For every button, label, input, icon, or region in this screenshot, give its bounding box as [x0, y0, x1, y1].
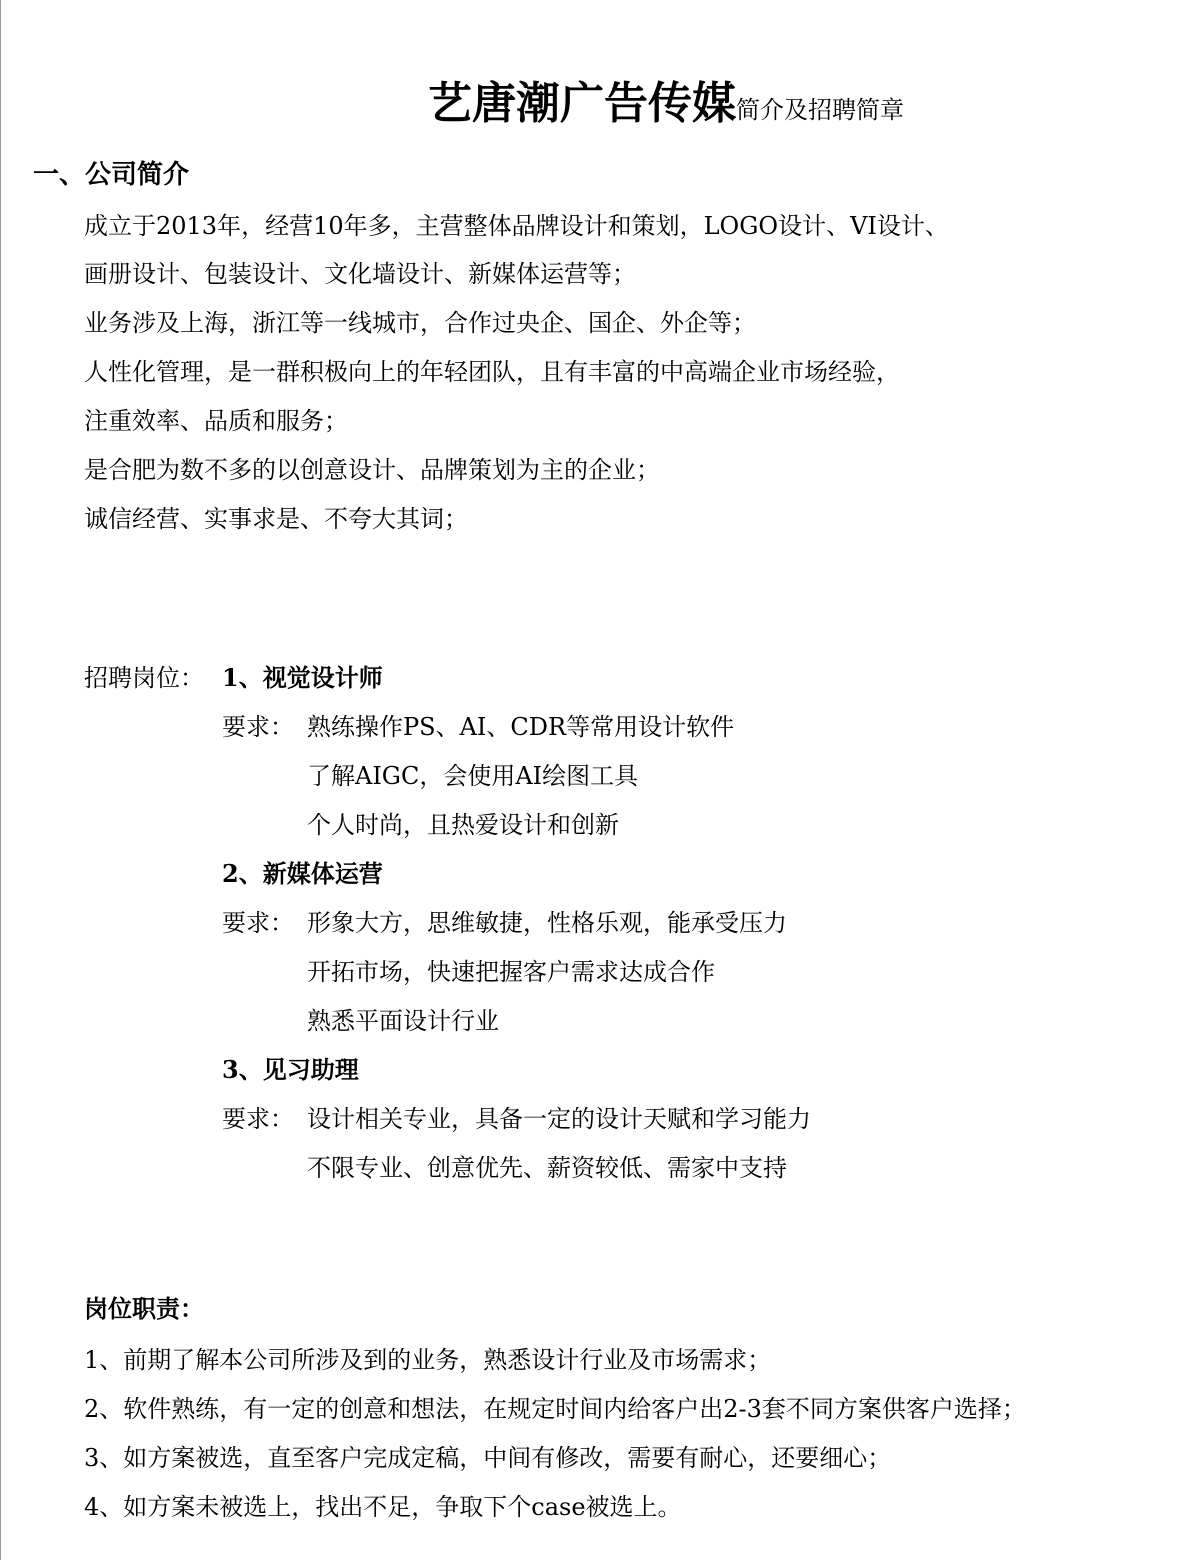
page-left-border	[0, 0, 1, 1560]
section-heading-intro: 一、公司简介	[33, 160, 190, 190]
title-sub: 简介及招聘简章	[736, 96, 904, 124]
jobs-label: 招聘岗位：	[84, 664, 204, 692]
title-main: 艺唐潮广告传媒	[428, 78, 736, 129]
intro-line: 成立于2013年，经营10年多，主营整体品牌设计和策划，LOGO设计、VI设计、	[84, 212, 949, 240]
requirement-label: 要求：	[222, 909, 294, 937]
job-title-new-media: 2、新媒体运营	[222, 859, 383, 888]
requirement-line: 开拓市场，快速把握客户需求达成合作	[307, 958, 715, 986]
intro-line: 注重效率、品质和服务；	[84, 407, 348, 435]
requirement-line: 个人时尚，且热爱设计和创新	[307, 811, 619, 839]
requirement-line: 熟悉平面设计行业	[307, 1007, 499, 1035]
document-title	[428, 78, 904, 129]
requirement-line: 熟练操作PS、AI、CDR等常用设计软件	[307, 713, 735, 741]
requirement-line: 了解AIGC，会使用AI绘图工具	[307, 762, 639, 790]
intro-line: 诚信经营、实事求是、不夸大其词；	[84, 505, 468, 533]
intro-line: 是合肥为数不多的以创意设计、品牌策划为主的企业；	[84, 456, 660, 484]
requirement-line: 设计相关专业，具备一定的设计天赋和学习能力	[307, 1105, 811, 1133]
intro-line: 业务涉及上海，浙江等一线城市，合作过央企、国企、外企等；	[84, 309, 756, 337]
duty-item: 1、前期了解本公司所涉及到的业务，熟悉设计行业及市场需求；	[84, 1346, 772, 1374]
duty-item: 3、如方案被选，直至客户完成定稿，中间有修改，需要有耐心，还要细心；	[84, 1444, 892, 1472]
duty-item: 2、软件熟练，有一定的创意和想法，在规定时间内给客户出2-3套不同方案供客户选择；	[84, 1395, 1026, 1423]
intro-line: 画册设计、包装设计、文化墙设计、新媒体运营等；	[84, 260, 636, 288]
section-heading-duties: 岗位职责：	[84, 1294, 204, 1323]
job-title-visual-designer: 1、视觉设计师	[222, 663, 383, 692]
job-title-intern-assistant: 3、见习助理	[222, 1055, 359, 1084]
requirement-label: 要求：	[222, 713, 294, 741]
duty-item: 4、如方案未被选上，找出不足，争取下个case被选上。	[84, 1493, 682, 1521]
requirement-label: 要求：	[222, 1105, 294, 1133]
requirement-line: 不限专业、创意优先、薪资较低、需家中支持	[307, 1154, 787, 1182]
intro-line: 人性化管理，是一群积极向上的年轻团队，且有丰富的中高端企业市场经验，	[84, 358, 900, 386]
requirement-line: 形象大方，思维敏捷，性格乐观，能承受压力	[307, 909, 787, 937]
